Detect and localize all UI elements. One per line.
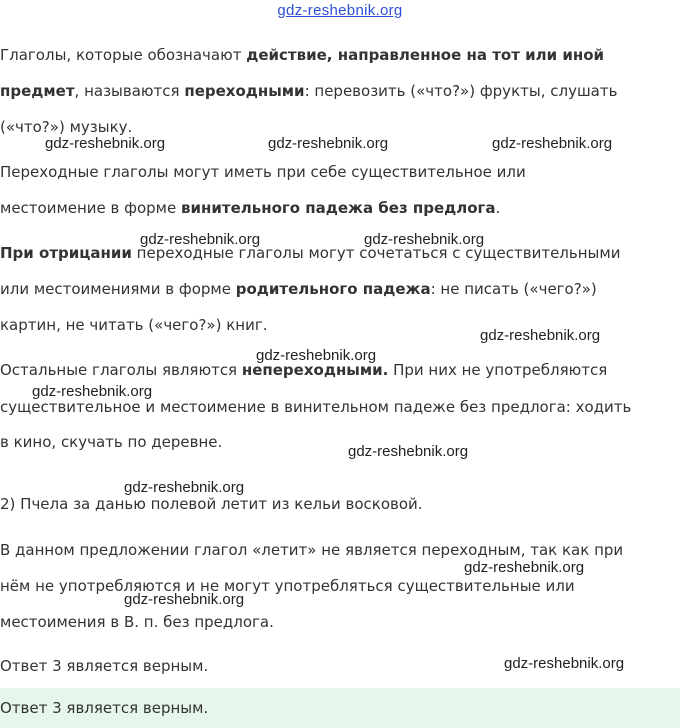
watermark: gdz-reshebnik.org	[348, 443, 469, 460]
site-link[interactable]: gdz-reshebnik.org	[277, 2, 403, 19]
answer-line: Ответ 3 является верным.	[0, 657, 209, 675]
watermark: gdz-reshebnik.org	[492, 135, 613, 152]
text-span: : не писать («чего?»)	[430, 280, 597, 298]
explanation-line: нём не употребляются и не могут употребляться существительные или	[0, 577, 575, 595]
watermark: gdz-reshebnik.org	[32, 383, 153, 400]
theory-line	[0, 279, 597, 299]
text-span: .	[495, 199, 501, 217]
theory-line: картин, не читать («чего?») книг.	[0, 316, 268, 334]
theory-line	[0, 198, 500, 218]
bold-term: винительного падежа без предлога	[181, 199, 496, 217]
bold-term: переходными	[184, 82, 305, 100]
watermark: gdz-reshebnik.org	[480, 327, 601, 344]
watermark: gdz-reshebnik.org	[124, 479, 245, 496]
text-span: При них не употребляются	[388, 361, 608, 379]
bold-term: непереходными.	[241, 361, 389, 379]
watermark: gdz-reshebnik.org	[364, 231, 485, 248]
answer-box-text: Ответ 3 является верным.	[0, 699, 209, 717]
theory-line	[0, 45, 604, 65]
theory-line: («что?») музыку.	[0, 118, 133, 136]
text-span: или местоимениями в форме	[0, 280, 236, 298]
bold-term: При отрицании	[0, 244, 132, 262]
text-span: , называются	[74, 82, 185, 100]
bold-term: предмет	[0, 82, 75, 100]
text-span: переходные глаголы могут сочетаться с существительными	[131, 244, 621, 262]
text-span: Остальные глаголы являются	[0, 361, 242, 379]
watermark: gdz-reshebnik.org	[268, 135, 389, 152]
explanation-line: местоимения в В. п. без предлога.	[0, 613, 274, 631]
theory-line	[0, 243, 620, 263]
text-span: : перевозить («что?») фрукты, слушать	[304, 82, 618, 100]
text-span: Глаголы, которые обозначают	[0, 46, 247, 64]
example-sentence: 2) Пчела за данью полевой летит из кельи восковой.	[0, 495, 423, 513]
explanation-line: В данном предложении глагол «летит» не является переходным, так как при	[0, 541, 624, 559]
answer-box	[0, 688, 680, 728]
watermark: gdz-reshebnik.org	[45, 135, 166, 152]
theory-line: существительное и местоимение в винительном падеже без предлога: ходить	[0, 398, 632, 416]
watermark: gdz-reshebnik.org	[464, 559, 585, 576]
theory-line	[0, 81, 617, 101]
theory-line: Переходные глаголы могут иметь при себе существительное или	[0, 163, 526, 181]
watermark: gdz-reshebnik.org	[256, 347, 377, 364]
watermark: gdz-reshebnik.org	[504, 655, 625, 672]
bold-term: действие, направленное на тот или иной	[246, 46, 605, 64]
watermark: gdz-reshebnik.org	[140, 231, 261, 248]
bold-term: родительного падежа	[235, 280, 431, 298]
watermark: gdz-reshebnik.org	[124, 591, 245, 608]
text-span: местоимение в форме	[0, 199, 181, 217]
theory-line: в кино, скучать по деревне.	[0, 433, 223, 451]
